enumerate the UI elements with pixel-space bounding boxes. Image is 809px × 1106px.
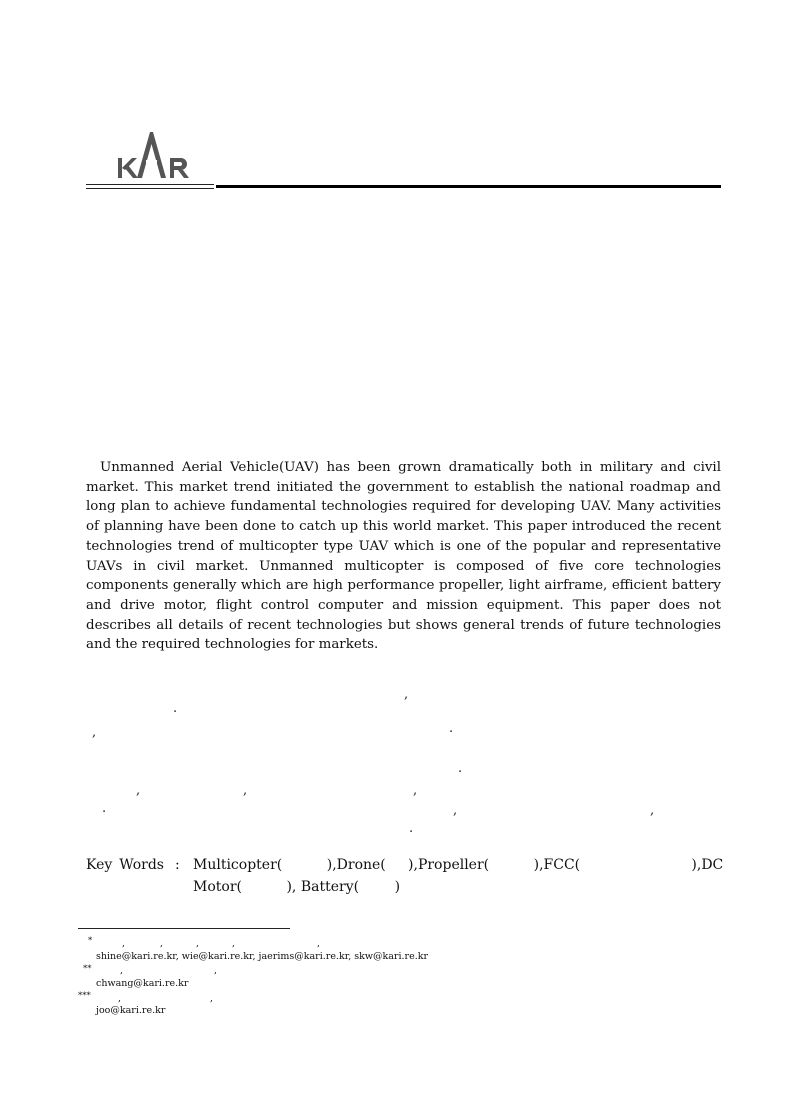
footnote-mark: *** [78, 991, 91, 1001]
footnote-mark: * [88, 936, 93, 946]
keyword: Drone( ), [336, 857, 418, 873]
punct-mark: , [196, 938, 200, 949]
punct-mark: , [210, 993, 214, 1004]
punct-mark: . [458, 761, 463, 776]
logo-text: KARI [118, 130, 121, 131]
keywords-colon: : [175, 857, 180, 873]
punct-mark: . [102, 801, 107, 816]
keyword: Multicopter( ), [193, 857, 337, 873]
header-rule-thin [86, 184, 214, 185]
punct-mark: , [118, 993, 122, 1004]
punct-mark: , [650, 803, 655, 818]
header-rule-thin-lower [86, 188, 214, 189]
kari-logo [118, 130, 190, 180]
footnote-mark: ** [83, 964, 92, 974]
punct-mark: . [173, 701, 178, 716]
punct-mark: , [404, 687, 409, 702]
keyword: Propeller( ), [417, 857, 544, 873]
punct-mark: , [453, 803, 458, 818]
punct-mark: , [122, 938, 126, 949]
keyword-line-2: Motor( ), Battery( ) [193, 879, 401, 895]
abstract [86, 458, 721, 655]
punct-mark: . [409, 821, 414, 836]
footnote-rule [78, 928, 290, 929]
punct-mark: , [232, 938, 236, 949]
header-rule-thick [216, 185, 721, 188]
punct-mark: , [243, 783, 248, 798]
punct-mark: , [413, 783, 418, 798]
footnote-emails: joo@kari.re.kr [96, 1005, 166, 1016]
footnote-emails: shine@kari.re.kr, wie@kari.re.kr, jaerims@kari.re.kr, skw@kari.re.kr [96, 951, 429, 962]
keyword: FCC( ), [543, 857, 702, 873]
keyword: DC [701, 857, 724, 873]
abstract-text: Unmanned Aerial Vehicle(UAV) has been grown dramatically both in military and civil market. This market trend initiated the government to establish the national roadmap and long plan to achieve fundamental technologies required for developing UAV. Many activities of planning have been done to catch up this world market. This paper introduced the recent technologies trend of multicopter type UAV which is one of the popular and representative UAVs in civil market. Unmanned multicopter is composed of five core technologies components generally which are high performance propeller, light airframe, efficient battery and drive motor, flight control computer and mission equipment. This paper does not describes all details of recent technologies but shows general trends of future technologies and the required technologies for markets. [86, 460, 721, 653]
punct-mark: , [317, 938, 321, 949]
punct-mark: , [214, 965, 218, 976]
keywords-label: Key Words [86, 857, 164, 873]
punct-mark: , [92, 725, 97, 740]
footnote-emails: chwang@kari.re.kr [96, 978, 189, 989]
punct-mark: , [160, 938, 164, 949]
punct-mark: . [449, 721, 454, 736]
punct-mark: , [136, 783, 141, 798]
keywords-list [193, 854, 724, 898]
punct-mark: , [120, 965, 124, 976]
